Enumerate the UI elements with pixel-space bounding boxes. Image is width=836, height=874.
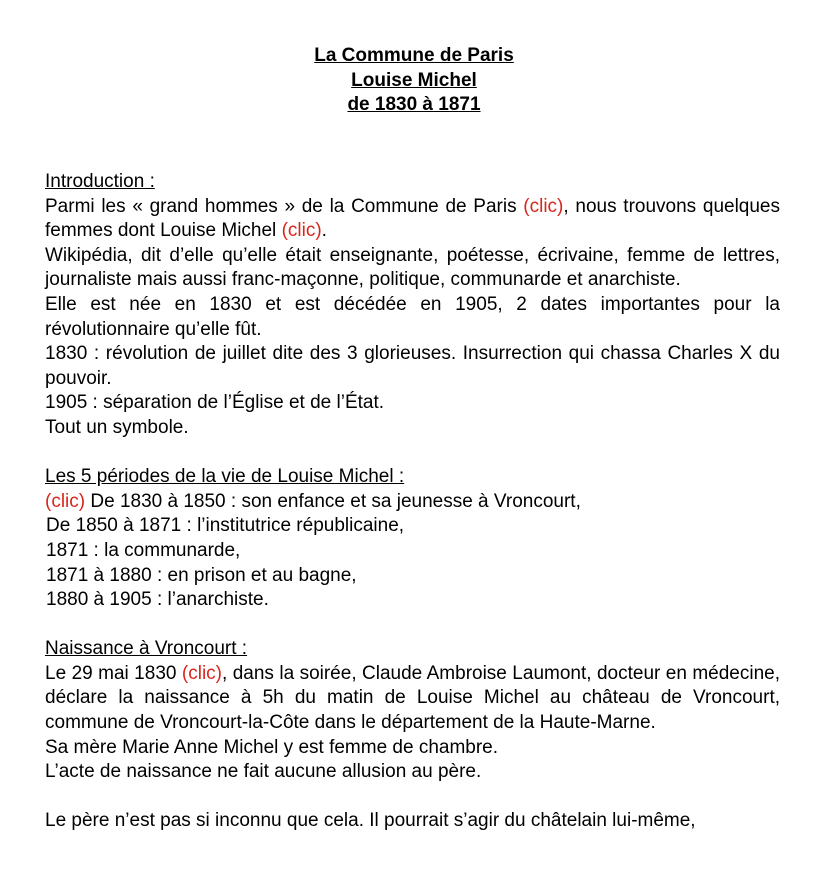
clic-marker: (clic) — [45, 490, 86, 512]
introduction-heading: Introduction : — [45, 171, 155, 192]
intro-text-c: . — [321, 220, 327, 242]
intro-text-a: Parmi les « grand hommes » de la Commune de Paris — [45, 195, 524, 217]
clic-marker: (clic) — [181, 662, 222, 684]
period-item: 1880 à 1905 : l’anarchiste. — [46, 589, 269, 611]
title-line-1: La Commune de Paris — [314, 45, 514, 66]
intro-text-b: , nous trouvons quelques femmes dont Louise Michel — [45, 195, 780, 242]
birth-paragraph-4: Le père n’est pas si inconnu que cela. Il pourrait s’agir du châtelain lui-même, — [45, 810, 696, 832]
intro-paragraph-6: Tout un symbole. — [45, 416, 189, 438]
periods-heading: Les 5 périodes de la vie de Louise Michel : — [45, 466, 405, 488]
document-title — [0, 44, 828, 118]
birth-paragraph-3: L’acte de naissance ne fait aucune allusion au père. — [45, 761, 482, 783]
birth-paragraph-2: Sa mère Marie Anne Michel y est femme de chambre. — [45, 736, 499, 758]
clic-marker: (clic) — [523, 195, 564, 217]
period-item: 1871 : la communarde, — [46, 539, 241, 561]
document-body — [45, 170, 780, 834]
title-line-3: de 1830 à 1871 — [347, 94, 481, 115]
period-text: De 1830 à 1850 : son enfance et sa jeunesse à Vroncourt, — [85, 490, 581, 512]
intro-paragraph-5: 1905 : séparation de l’Église et de l’État. — [45, 392, 385, 414]
birth-text-b: , dans la soirée, Claude Ambroise Laumont, docteur en médecine, déclare la naissance à 5h du matin de Louise Michel au château de Vroncourt, commune de Vroncourt-la-Côte dans le département de la Haute-Marne. — [45, 662, 780, 734]
clic-marker: (clic) — [281, 220, 322, 242]
introduction-section — [45, 170, 780, 441]
period-item: 1871 à 1880 : en prison et au bagne, — [46, 564, 357, 586]
birth-paragraph-1 — [45, 662, 780, 736]
intro-paragraph-3: Elle est née en 1830 et est décédée en 1905, 2 dates importantes pour la révolutionnaire qu’elle fût. — [45, 293, 780, 340]
periods-section — [45, 465, 780, 613]
birth-section — [45, 637, 780, 785]
intro-paragraph-1 — [45, 195, 780, 244]
birth-heading: Naissance à Vroncourt : — [45, 638, 248, 660]
birth-text-a: Le 29 mai 1830 — [45, 662, 182, 684]
title-line-2: Louise Michel — [351, 69, 477, 91]
period-item — [45, 490, 780, 515]
intro-paragraph-2: Wikipédia, dit d’elle qu’elle était enseignante, poétesse, écrivaine, femme de lettres, journaliste mais aussi franc-maçonne, politique, communarde et anarchiste. — [45, 244, 780, 291]
intro-paragraph-4: 1830 : révolution de juillet dite des 3 glorieuses. Insurrection qui chassa Charles X du pouvoir. — [45, 343, 780, 389]
period-item: De 1850 à 1871 : l’institutrice républicaine, — [46, 515, 405, 537]
